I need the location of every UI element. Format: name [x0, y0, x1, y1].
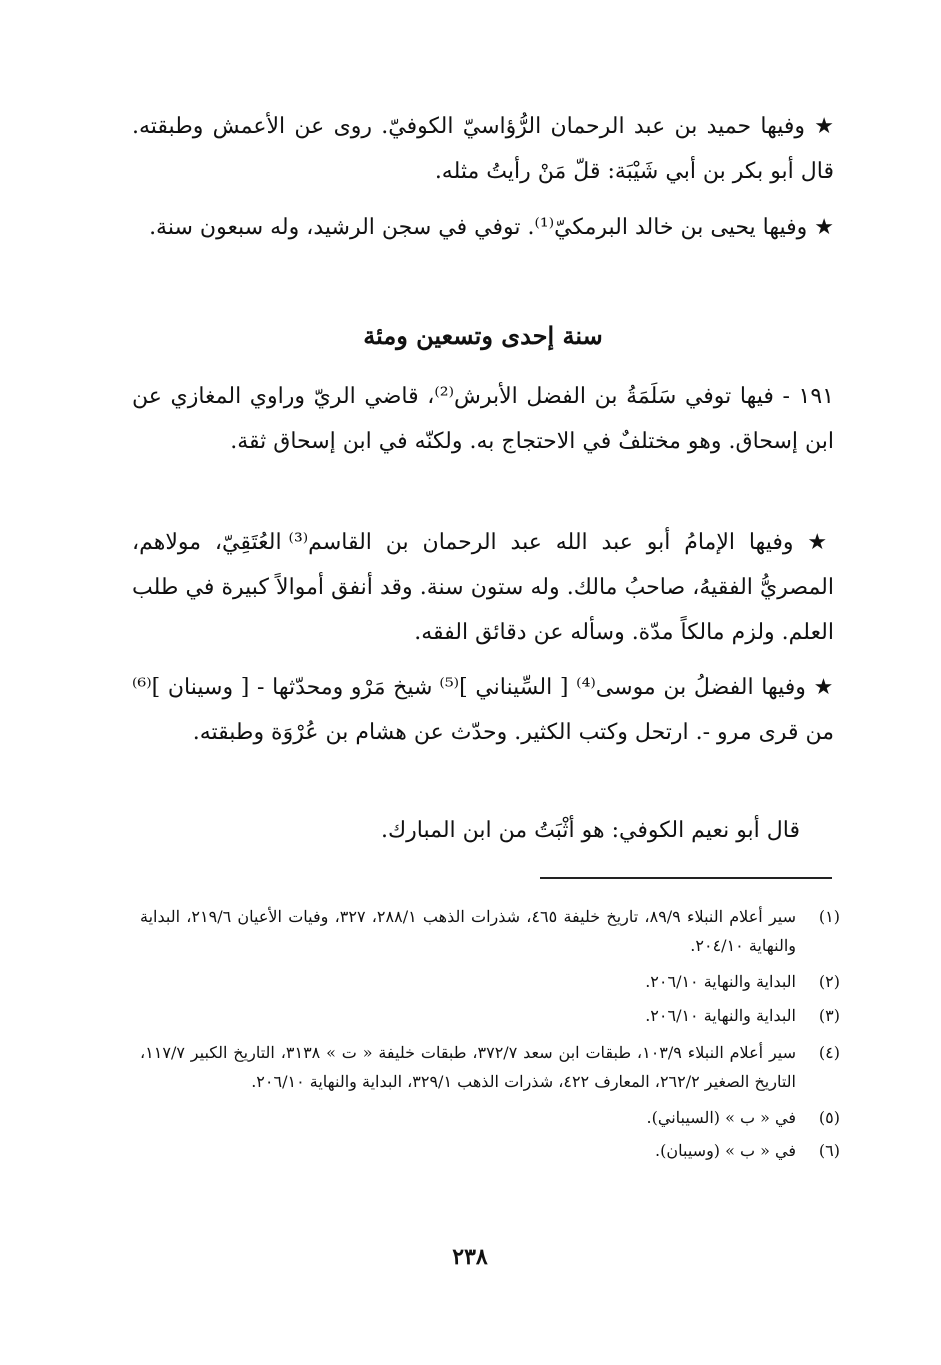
page-number: ٢٣٨	[452, 1244, 488, 1270]
footnote-number: (٦)	[818, 1141, 840, 1160]
footnote	[140, 1038, 840, 1096]
footnote-text: البداية والنهاية ٢٠٦/١٠.	[645, 972, 796, 991]
footnote	[140, 1103, 840, 1132]
paragraph-humaid: ★ وفيها حميد بن عبد الرحمان الرُّؤاسيّ الكوفيّ. روى عن الأعمش وطبقته. قال أبو بكر بن أبي شَيْبَة: قلّ مَنْ رأيتُ مثله.	[132, 114, 834, 184]
footnote-text: في « ب » (وسيبان).	[655, 1141, 796, 1160]
footnote-separator	[540, 877, 832, 879]
footnote-text: البداية والنهاية ٢٠٦/١٠.	[645, 1006, 796, 1025]
footnote	[140, 1136, 840, 1165]
footnote-text: في « ب » (السيباني).	[646, 1108, 796, 1127]
paragraph-fadl-ibn-musa: ★ وفيها الفضلُ بن موسى⁽⁴⁾ [ السِّيناني ]⁽⁵⁾ شيخ مَرْو ومحدّثها - [ وسينان ]⁽⁶⁾ من قرى مرو -. ارتحل وكتب الكثير. وحدّث عن هشام بن عُرْوَة وطبقته.	[132, 675, 835, 745]
footnote	[140, 1001, 840, 1030]
footnote	[140, 902, 840, 960]
footnote-number: (٢)	[818, 972, 840, 991]
footnote-number: (١)	[818, 907, 840, 926]
footnote-number: (٥)	[818, 1108, 840, 1127]
footnote-number: (٤)	[818, 1043, 840, 1062]
paragraph-yahya-barmaki: ★ وفيها يحيى بن خالد البرمكيّ⁽¹⁾. توفي في سجن الرشيد، وله سبعون سنة.	[149, 215, 834, 240]
paragraph-abdulrahman-ibn-qasim: ★ وفيها الإمامُ أبو عبد الله عبد الرحمان بن القاسم⁽³⁾ العُتَقِيّ، مولاهم، المصريُّ الفقيهُ، صاحبُ مالك. وله ستون سنة. وقد أنفق أموالاً كبيرة في طلب العلم. ولزم مالكاً مدّة. وسأله عن دقائق الفقه.	[132, 530, 834, 645]
paragraph-abu-nuaym-quote: قال أبو نعيم الكوفي: هو أثْبَتُ من ابن المبارك.	[381, 818, 800, 843]
footnote	[140, 967, 840, 996]
footnote-text: سير أعلام النبلاء ١٠٣/٩، طبقات ابن سعد ٣٧٢/٧، طبقات خليفة « ت » ٣١٣٨، التاريخ الكبير ١١٧/٧، التاريخ الصغير ٢٦٢/٢، المعارف ٤٢٢، شذرات الذهب ٣٢٩/١، البداية والنهاية ٢٠٦/١٠.	[140, 1043, 797, 1091]
paragraph-entry-191: ١٩١ - فيها توفي سَلَمَةُ بن الفضل الأبرش⁽²⁾، قاضي الريّ وراوي المغازي عن ابن إسحاق. وهو مختلفٌ في الاحتجاج به. ولكنّه في ابن إسحاق ثقة.	[132, 384, 834, 454]
section-heading-year-191: سنة إحدى وتسعين ومئة	[363, 321, 603, 350]
footnote-number: (٣)	[818, 1006, 840, 1025]
footnotes	[140, 902, 840, 1172]
footnote-text: سير أعلام النبلاء ٨٩/٩، تاريخ خليفة ٤٦٥، شذرات الذهب ٢٨٨/١، ٣٢٧، وفيات الأعيان ٢١٩/٦، البداية والنهاية ٢٠٤/١٠.	[140, 907, 796, 955]
